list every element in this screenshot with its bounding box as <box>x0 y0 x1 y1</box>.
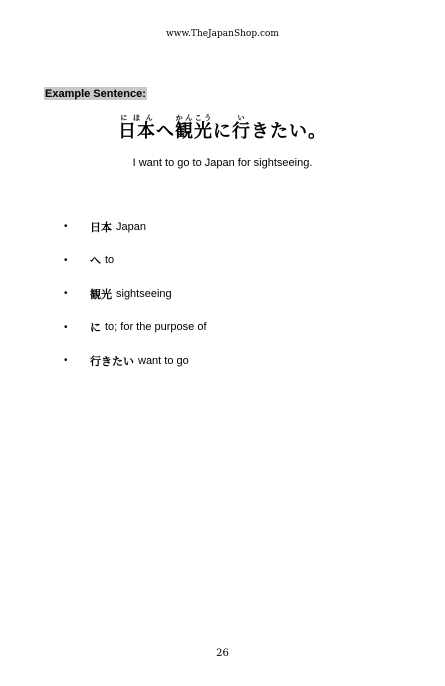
list-item <box>60 244 207 278</box>
sentence-segment: へ <box>156 121 175 142</box>
vocab-meaning: sightseeing <box>116 287 172 300</box>
sentence-segment: きたい。 <box>251 121 327 142</box>
bullet-icon: • <box>64 254 68 266</box>
sentence-translation: I want to go to Japan for sightseeing. <box>132 157 313 169</box>
example-sentence <box>0 114 445 143</box>
bullet-icon: • <box>64 321 68 333</box>
vocab-meaning: want to go <box>138 354 189 367</box>
sentence-segment: 日本にほん <box>118 114 156 142</box>
vocab-term: 行きたい <box>90 354 134 368</box>
vocabulary-list <box>60 210 207 378</box>
header-url: www.TheJapanShop.com <box>166 29 279 39</box>
sentence-segment: 観光かんこう <box>175 114 213 142</box>
vocab-meaning: to; for the purpose of <box>105 321 207 334</box>
list-item <box>60 311 207 345</box>
sentence-segment: に <box>213 121 232 142</box>
vocab-meaning: Japan <box>116 220 146 233</box>
list-item <box>60 277 207 311</box>
vocab-term: へ <box>90 254 101 268</box>
page-number: 26 <box>216 648 229 659</box>
bullet-icon: • <box>64 221 68 233</box>
vocab-term: 観光 <box>90 287 112 301</box>
vocab-term: に <box>90 321 101 335</box>
vocab-meaning: to <box>105 254 115 267</box>
example-sentence-label: Example Sentence: <box>45 88 146 100</box>
list-item <box>60 344 207 378</box>
vocab-term: 日本 <box>90 220 112 234</box>
list-item <box>60 210 207 244</box>
sentence-segment: 行い <box>232 114 251 142</box>
bullet-icon: • <box>64 288 68 300</box>
bullet-icon: • <box>64 355 68 367</box>
